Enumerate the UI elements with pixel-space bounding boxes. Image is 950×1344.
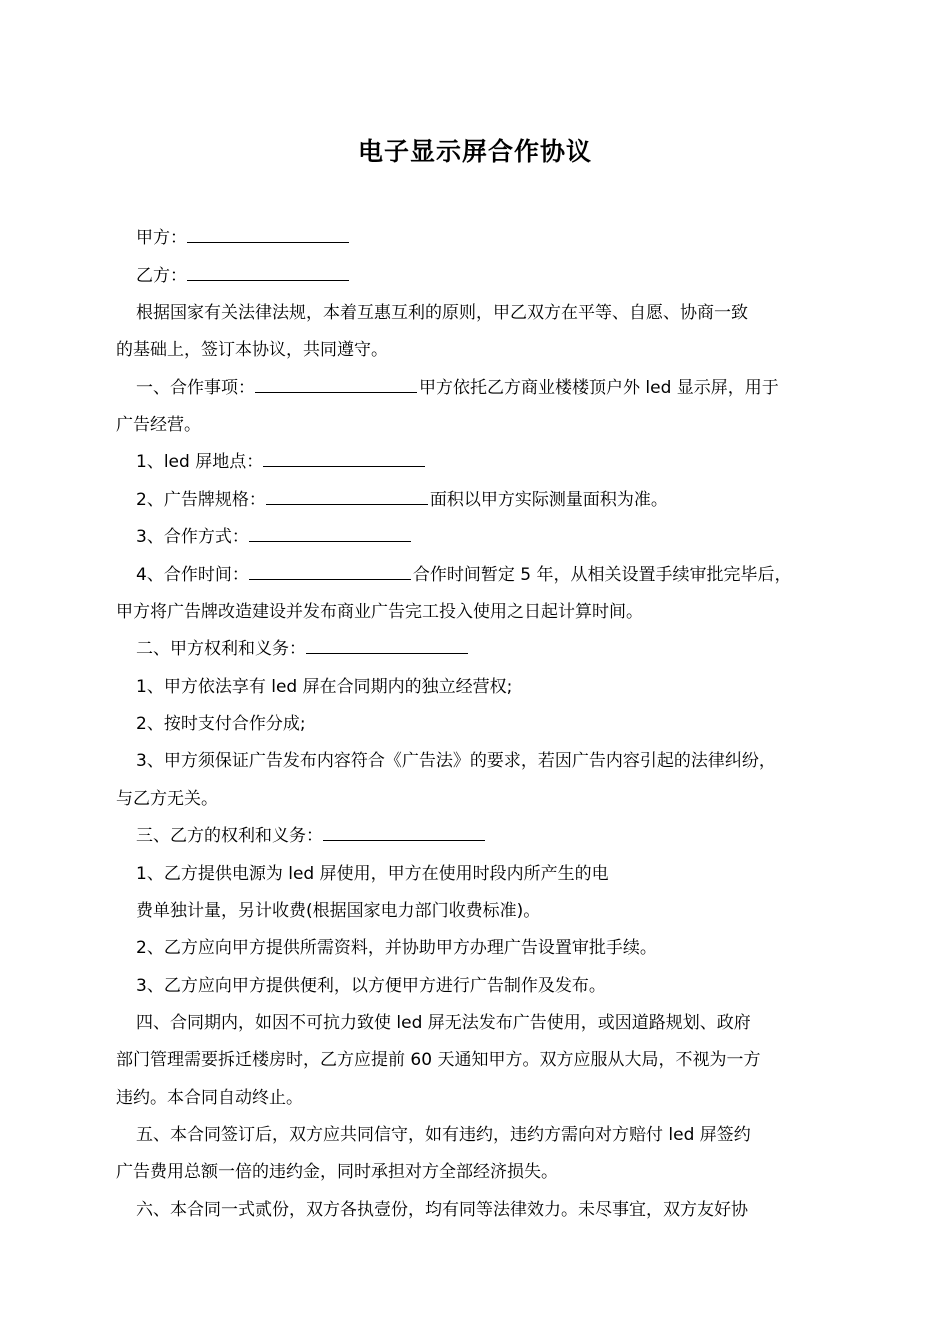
section-6-line-1: 六、本合同一式贰份，双方各执壹份，均有同等法律效力。未尽事宜，双方友好协 bbox=[136, 1200, 748, 1220]
item-3-method bbox=[136, 525, 413, 549]
preamble-line-2: 的基础上，签订本协议，共同遵守。 bbox=[116, 340, 388, 360]
item-4-blank bbox=[249, 563, 411, 580]
item-1-blank bbox=[263, 450, 425, 467]
section-3-blank bbox=[323, 824, 485, 841]
section-1-text: 甲方依托乙方商业楼楼顶户外 led 显示屏，用于 bbox=[419, 378, 779, 398]
section-1-cont: 广告经营。 bbox=[116, 415, 201, 435]
section-3-item-1: 1、乙方提供电源为 led 屏使用，甲方在使用时段内所产生的电 bbox=[136, 864, 609, 884]
section-2-line bbox=[136, 637, 470, 661]
item-1-label: 1、led 屏地点： bbox=[136, 452, 264, 472]
item-2-spec bbox=[136, 488, 668, 512]
item-2-text: 面积以甲方实际测量面积为准。 bbox=[429, 490, 668, 510]
section-2-item-1: 1、甲方依法享有 led 屏在合同期内的独立经营权; bbox=[136, 677, 513, 697]
party-b-line bbox=[136, 264, 351, 288]
party-a-line bbox=[136, 226, 351, 250]
section-2-item-3-cont: 与乙方无关。 bbox=[116, 789, 218, 809]
item-4-label: 4、合作时间： bbox=[136, 565, 249, 585]
section-3-label: 三、乙方的权利和义务： bbox=[136, 826, 323, 846]
section-4-line-1: 四、合同期内，如因不可抗力致使 led 屏无法发布广告使用，或因道路规划、政府 bbox=[136, 1013, 751, 1033]
section-3-line bbox=[136, 824, 487, 848]
item-2-label: 2、广告牌规格： bbox=[136, 490, 266, 510]
item-2-blank bbox=[266, 488, 428, 505]
section-2-blank bbox=[306, 637, 468, 654]
item-3-blank bbox=[249, 525, 411, 542]
section-1-line bbox=[136, 376, 779, 400]
section-5-line-1: 五、本合同签订后，双方应共同信守，如有违约，违约方需向对方赔付 led 屏签约 bbox=[136, 1125, 751, 1145]
preamble-line-1: 根据国家有关法律法规，本着互惠互利的原则，甲乙双方在平等、自愿、协商一致 bbox=[136, 303, 748, 323]
item-4-cont: 甲方将广告牌改造建设并发布商业广告完工投入使用之日起计算时间。 bbox=[116, 602, 643, 622]
party-b-label: 乙方： bbox=[136, 266, 187, 286]
item-4-time bbox=[136, 563, 791, 587]
section-4-line-3: 违约。本合同自动终止。 bbox=[116, 1088, 303, 1108]
section-5-line-2: 广告费用总额一倍的违约金，同时承担对方全部经济损失。 bbox=[116, 1162, 558, 1182]
item-3-label: 3、合作方式： bbox=[136, 527, 249, 547]
document-title: 电子显示屏合作协议 bbox=[357, 137, 592, 166]
section-2-item-3: 3、甲方须保证广告发布内容符合《广告法》的要求，若因广告内容引起的法律纠纷， bbox=[136, 751, 776, 771]
section-3-item-1-cont: 费单独计量，另计收费(根据国家电力部门收费标准)。 bbox=[136, 901, 541, 921]
section-3-item-2: 2、乙方应向甲方提供所需资料，并协助甲方办理广告设置审批手续。 bbox=[136, 938, 657, 958]
section-1-label: 一、合作事项： bbox=[136, 378, 255, 398]
item-4-text: 合作时间暂定 5 年，从相关设置手续审批完毕后， bbox=[412, 565, 792, 585]
section-2-item-2: 2、按时支付合作分成; bbox=[136, 714, 306, 734]
section-2-label: 二、甲方权利和义务： bbox=[136, 639, 306, 659]
party-a-label: 甲方： bbox=[136, 228, 187, 248]
section-3-item-3: 3、乙方应向甲方提供便利，以方便甲方进行广告制作及发布。 bbox=[136, 976, 606, 996]
section-1-blank bbox=[255, 376, 417, 393]
section-4-line-2: 部门管理需要拆迁楼房时，乙方应提前 60 天通知甲方。双方应服从大局，不视为一方 bbox=[116, 1050, 761, 1070]
party-a-blank bbox=[187, 226, 349, 243]
item-1-location bbox=[136, 450, 427, 474]
party-b-blank bbox=[187, 264, 349, 281]
